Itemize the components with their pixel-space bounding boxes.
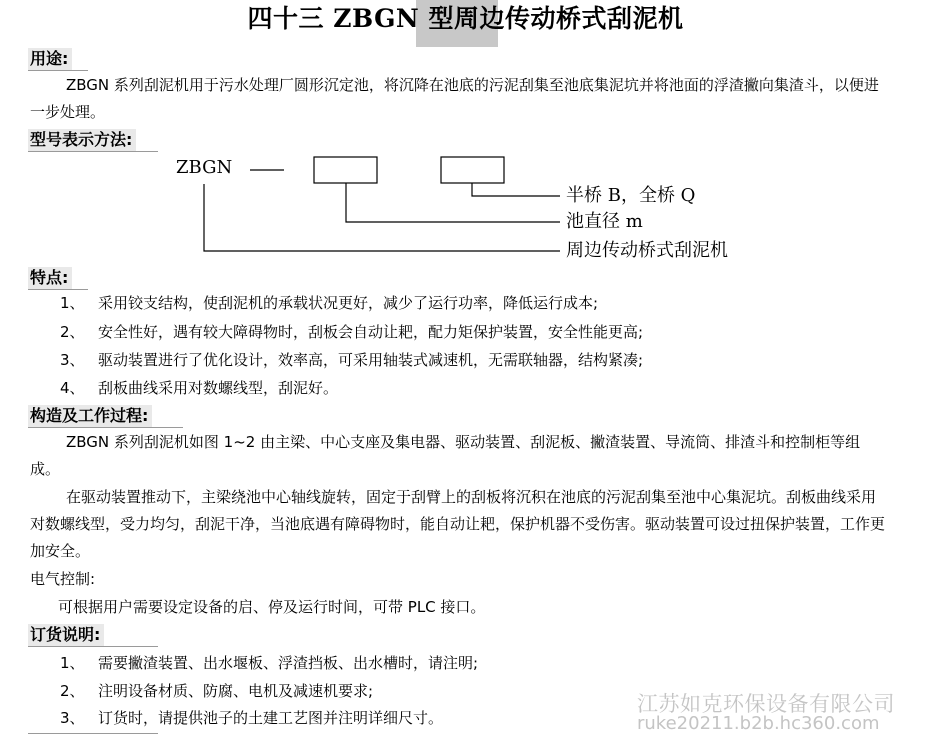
model-prefix: ZBGN [176, 157, 233, 178]
heading-model: 型号表示方法: [28, 129, 136, 151]
item-number: 2、 [60, 323, 85, 341]
item-number: 1、 [60, 294, 85, 312]
usage-text: ZBGN 系列刮泥机用于污水处理厂圆形沉定池，将沉降在池底的污泥刮集至池底集泥坑并将池面的浮渣撇向集渣斗，以便进一步处理。 [30, 76, 879, 121]
series-leader [204, 184, 560, 251]
feature-item [60, 321, 643, 343]
bridge-type-leader [472, 183, 560, 196]
diameter-leader [346, 183, 560, 222]
watermark-company: 江苏如克环保设备有限公司 [637, 692, 895, 716]
item-text: 采用铰支结构，使刮泥机的承载状况更好，减少了运行功率，降低运行成本; [98, 294, 599, 312]
feature-item [60, 349, 643, 371]
heading-construction: 构造及工作过程: [28, 405, 152, 427]
feature-item [60, 292, 598, 314]
item-number: 3、 [60, 351, 85, 369]
feature-item [60, 377, 338, 399]
construction-paragraph-2: 在驱动装置推动下，主梁绕池中心轴线旋转，固定于刮臂上的刮板将沉积在池底的污泥刮集至池中心集泥坑。刮板曲线采用对数螺线型，受力均匀，刮泥干净，当池底遇有障碍物时，能自动让耙，保护机器不受伤害。驱动装置可设过扭保护装置，工作更加安全。 [30, 488, 886, 560]
ordering-item [60, 707, 443, 729]
item-text: 需要撇渣装置、出水堰板、浮渣挡板、出水槽时，请注明; [98, 654, 479, 672]
ordering-item [60, 652, 478, 674]
heading-underline [28, 646, 158, 647]
model-label-series: 周边传动桥式刮泥机 [566, 240, 728, 261]
item-text: 安全性好，遇有较大障碍物时，刮板会自动让耙，配力矩保护装置，安全性能更高; [98, 323, 644, 341]
model-label-diameter: 池直径 m [566, 211, 643, 232]
heading-underline [28, 289, 88, 290]
heading-underline [28, 427, 183, 428]
item-text: 驱动装置进行了优化设计，效率高，可采用轴装式减速机，无需联轴器，结构紧凑; [98, 351, 644, 369]
item-number: 4、 [60, 379, 85, 397]
item-number: 2、 [60, 682, 85, 700]
heading-usage: 用途: [28, 48, 72, 70]
item-text: 注明设备材质、防腐、电机及减速机要求; [98, 682, 374, 700]
bottom-rule [28, 733, 158, 734]
page-title: 四十三 ZBGN 型周边传动桥式刮泥机 [247, 4, 684, 33]
ordering-item [60, 680, 373, 702]
construction-paragraph-1: ZBGN 系列刮泥机如图 1~2 由主梁、中心支座及集电器、驱动装置、刮泥板、撇渣装置、导流筒、排渣斗和控制柜等组成。 [30, 433, 861, 478]
item-number: 1、 [60, 654, 85, 672]
watermark-url: ruke20211.b2b.hc360.com [637, 713, 880, 734]
heading-ordering: 订货说明: [28, 624, 104, 646]
item-number: 3、 [60, 709, 85, 727]
model-label-bridge: 半桥 B，全桥 Q [566, 185, 696, 206]
bridge-type-box [441, 157, 504, 183]
item-text: 刮板曲线采用对数螺线型，刮泥好。 [98, 379, 339, 397]
electrical-text: 可根据用户需要设定设备的启、停及运行时间，可带 PLC 接口。 [58, 598, 486, 616]
diameter-box [314, 157, 377, 183]
heading-electrical: 电气控制: [30, 570, 96, 588]
item-text: 订货时，请提供池子的土建工艺图并注明详细尺寸。 [98, 709, 444, 727]
heading-features: 特点: [28, 267, 72, 289]
